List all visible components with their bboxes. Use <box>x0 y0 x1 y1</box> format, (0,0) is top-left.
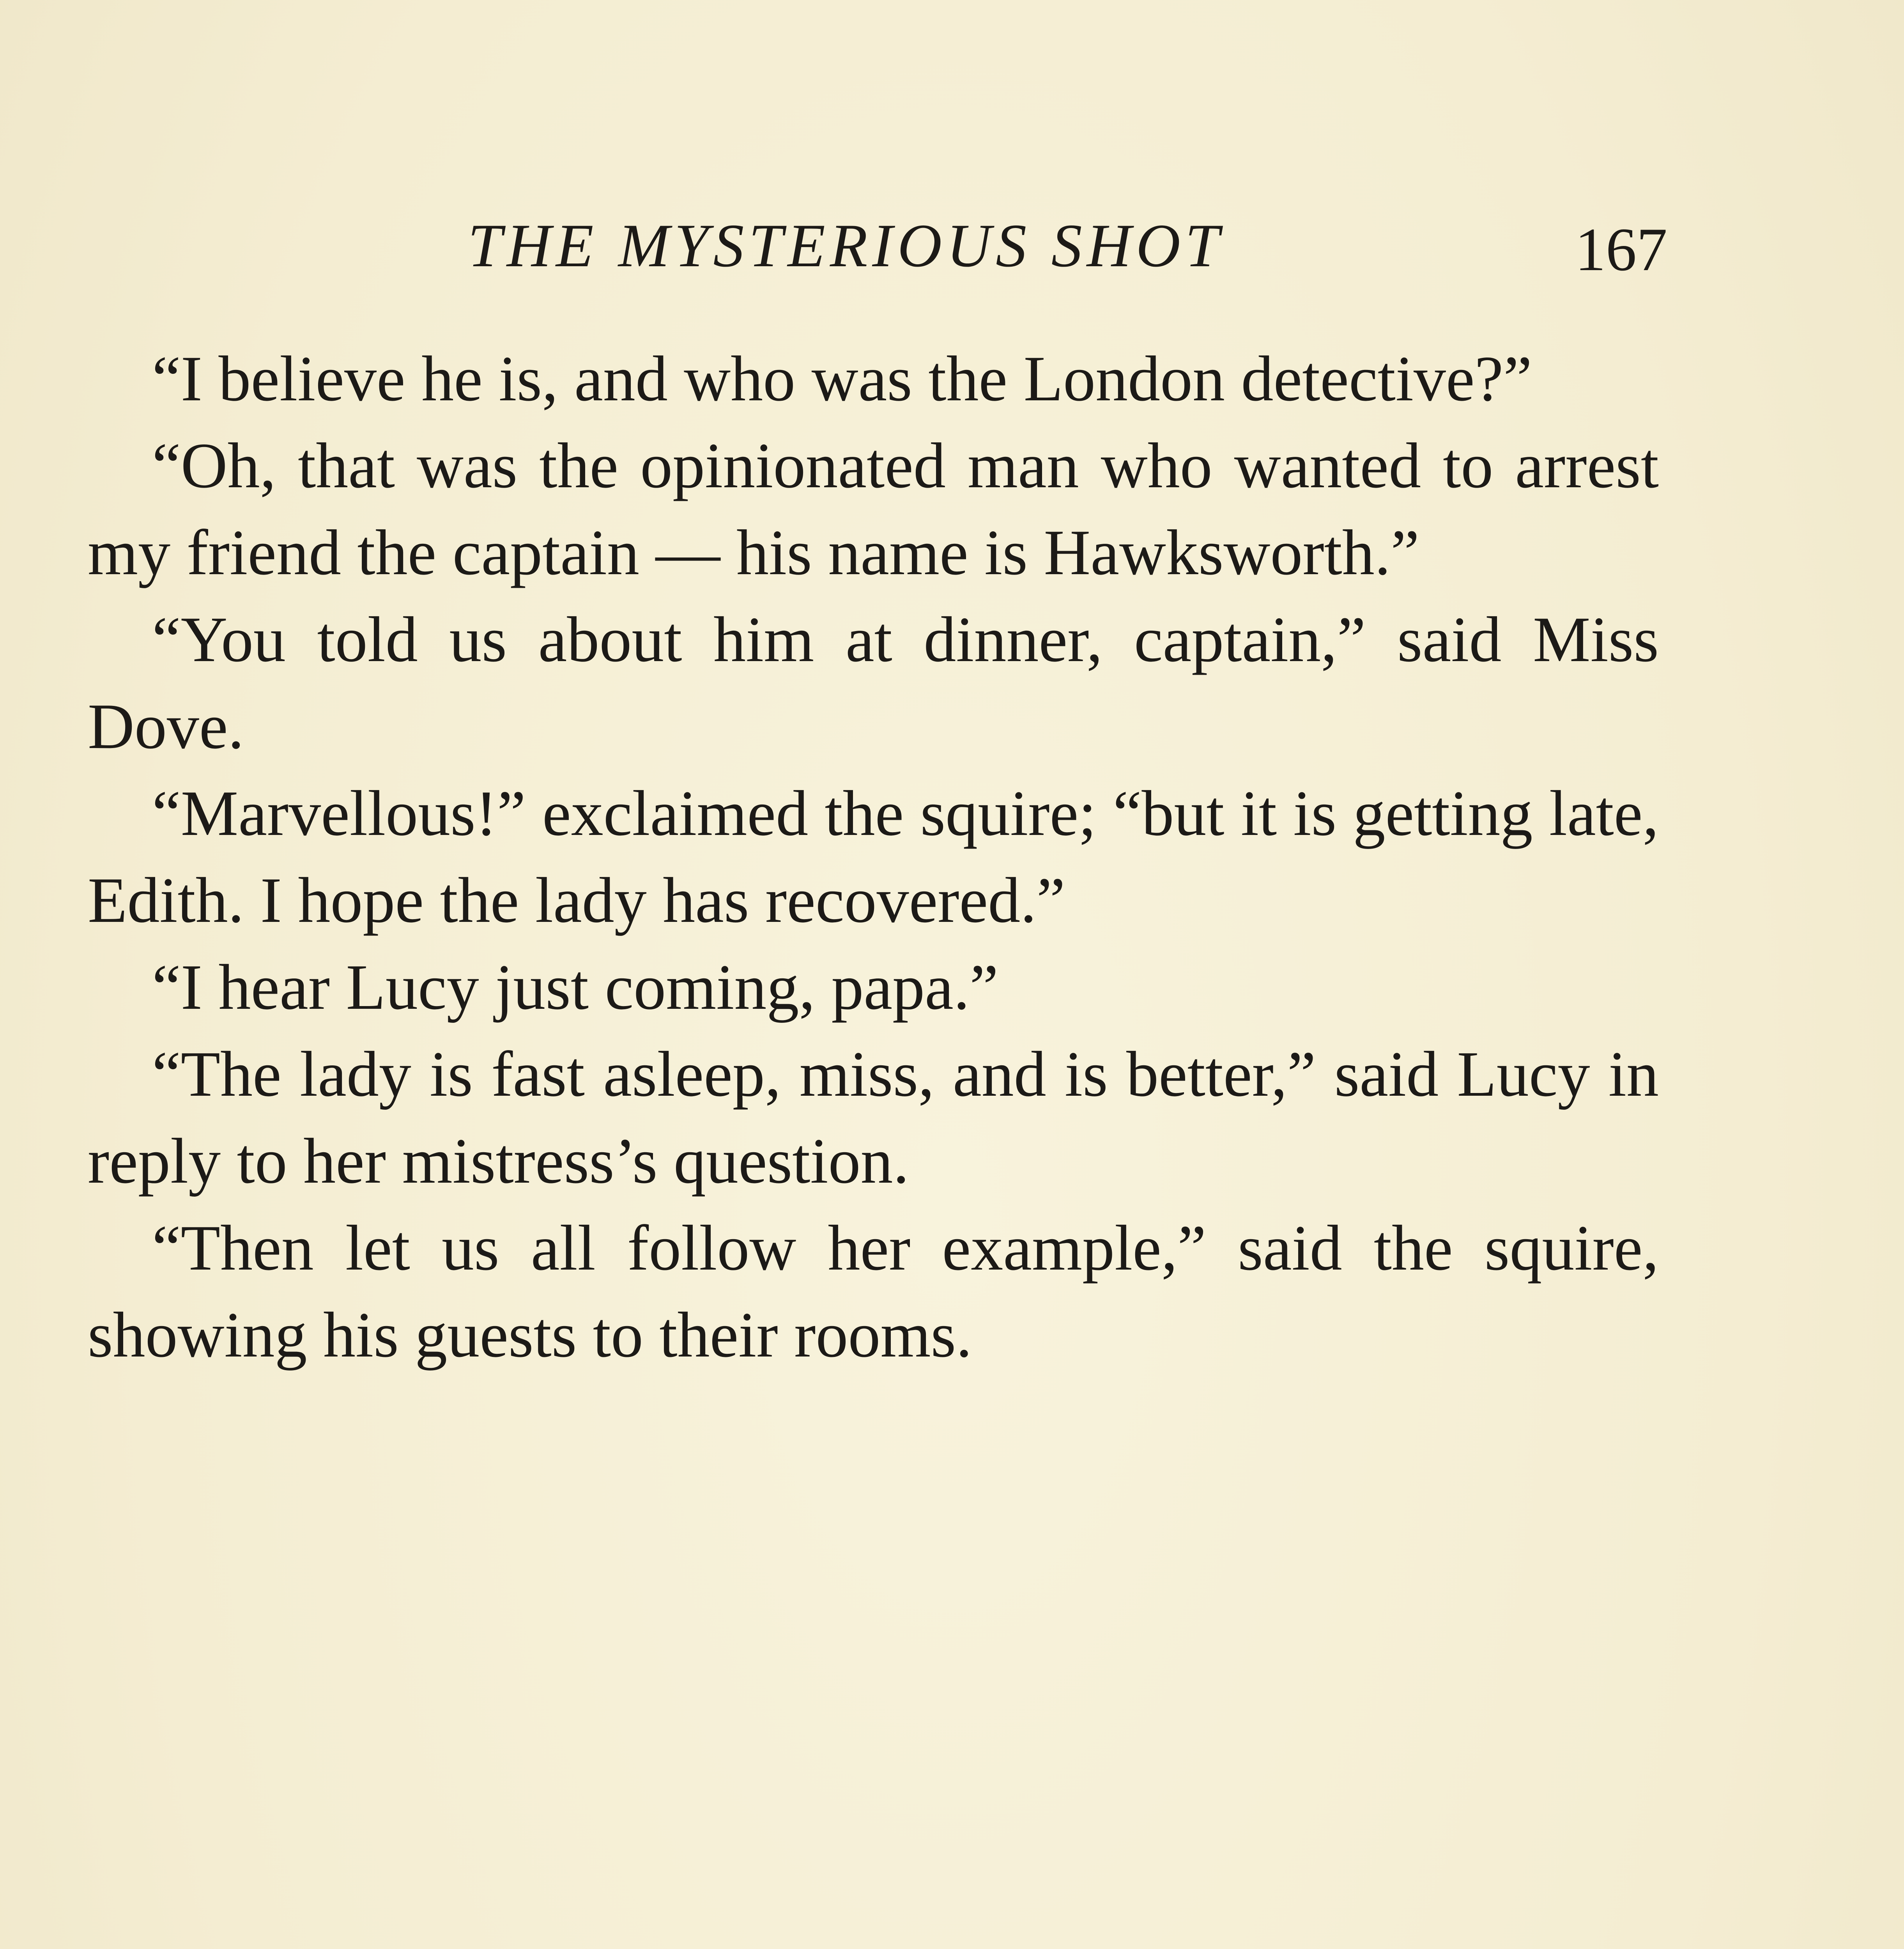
paragraph: “You told us about him at dinner, captain,” said Miss Dove. <box>88 603 1659 762</box>
running-title: THE MYSTERIOUS SHOT <box>468 212 1224 280</box>
paragraph: “Oh, that was the opinionated man who wanted to arrest my friend the captain — his name is Hawksworth.” <box>88 430 1659 588</box>
running-head <box>0 203 1904 284</box>
page-number: 167 <box>1575 216 1667 284</box>
paragraph: “The lady is fast asleep, miss, and is better,” said Lucy in reply to her mistress’s question. <box>88 1038 1659 1197</box>
paragraph: “Marvellous!” exclaimed the squire; “but it is getting late, Edith. I hope the lady has recovered.” <box>88 777 1659 936</box>
body-text <box>88 335 1659 1378</box>
paragraph: “I hear Lucy just coming, papa.” <box>152 951 998 1023</box>
paragraph: “Then let us all follow her example,” said the squire, showing his guests to their rooms. <box>88 1212 1659 1371</box>
paragraph: “I believe he is, and who was the London detective?” <box>152 343 1532 414</box>
